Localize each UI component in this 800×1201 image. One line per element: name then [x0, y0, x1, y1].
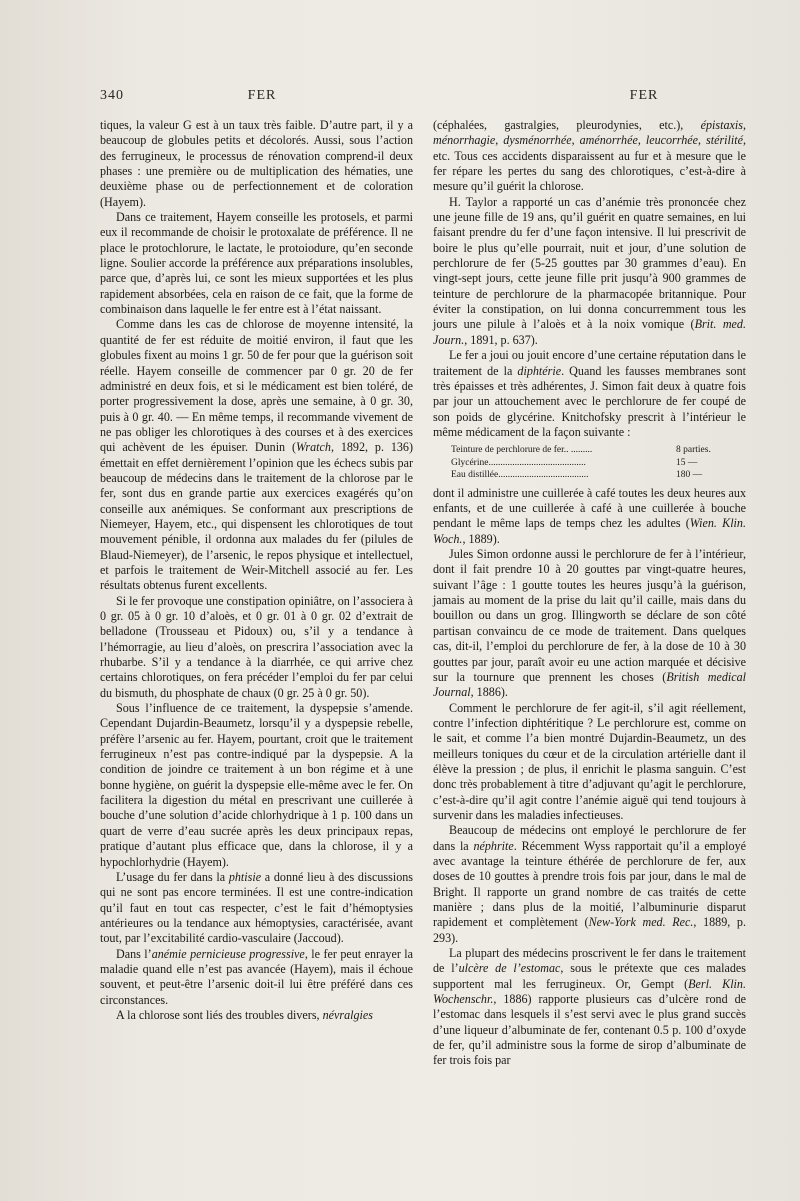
paragraph	[100, 118, 413, 210]
right-column-lower-text	[433, 486, 746, 1069]
text-run: . Quand les fausses membranes sont très épaisses et très adhérentes, J. Simon fait deux à quatre fois par jour un attouchement avec le perchlorure de fer coupé de son poids de glycérine. Knitchofsky prescrit à l’intérieur le même médicament de la façon suivante :	[433, 363, 746, 439]
text-run: Sous l’influence de ce traitement, la dyspepsie s’amende. Cependant Dujardin-Beaumetz, lorsqu’il y a dyspepsie rebelle, préfère l’arsenic au fer. Hayem, pourtant, croit que le traitement ferrugineux n’est pas contre-indiqué par la dyspepsie. A la condition de joindre ce traitement à un bon régime et à une bonne hygiène, on guérit la dyspepsie elle-même avec le fer. On facilitera la digestion du métal en prescrivant une cuillerée à bouche d’une solution d’acide chlorhydrique à 1 p. 100 dans un quart de verre d’eau sucrée après les deux principaux repas, pratique d’autant plus efficace que, dans la chlorose, il y a hypochlorhydrie (Hayem).	[100, 701, 413, 869]
text-run: , 1886) rapporte plusieurs cas d’ulcère rond de l’estomac dans lesquels il s’est servi avec le plus grand succès d’une liqueur d’albuminate de fer, contenant 0.5 p. 100 d’oxyde de fer, qu’il administre sous la forme de sirop d’albuminate de fer trois fois par	[433, 992, 746, 1068]
formula-ingredient: Teinture de perchlorure de fer.. .........	[451, 445, 593, 456]
text-run: H. Taylor a rapporté un cas d’anémie très prononcée chez une jeune fille de 19 ans, qu’il guérit en quatre semaines, en lui faisant prendre du fer d’une façon intensive. Il lui prescrivit de boire le plus qu’elle pourrait, nuit et jour, d’une solution de perchlorure de fer (5-25 gouttes par 30 grammes d’eau). En vingt-sept jours, cette jeune fille prit jusqu’à 900 grammes de teinture de perchlorure de la pharmacopée britannique. Pour éviter la constipation, on lui donna concurremment tous les jours une pilule à l’aloès et à la noix vomique (	[433, 194, 746, 332]
right-column-upper-text	[433, 118, 746, 440]
paragraph	[100, 701, 413, 870]
text-run: A la chlorose sont liés des troubles divers,	[116, 1007, 323, 1022]
italic-text: ulcère de l’estomac	[458, 961, 561, 976]
formula-row	[451, 457, 746, 470]
left-running-title: FER	[247, 88, 277, 103]
paragraph	[433, 823, 746, 946]
paragraph	[433, 701, 746, 824]
paragraph	[100, 870, 413, 947]
text-run: , 1892, p. 136) émettait en effet dernièrement l’opinion que les échecs subis par beaucoup de médecins dans le traitement de la chlorose par le fer, sont dus en grande partie aux exercices exagérés qu’on conseille aux anémiques. Se conformant aux prescriptions de Niemeyer, Hayem, etc., qui dispensent les chlorotiques de tout mouvement pénible, il ordonna aux malades du fer (pilules de Blaud-Niemeyer), de l’arsenic, le repos physique et intellectuel, et parfois le traitement de Weir-Mitchell associé au fer. Les résultats obtenus furent excellents.	[100, 440, 413, 593]
paragraph	[100, 947, 413, 1008]
text-run: Le fer a joui ou jouit encore d’une certaine réputation dans le traitement de la	[433, 348, 746, 378]
paragraph	[100, 594, 413, 701]
text-run: dont il administre une cuillerée à café toutes les deux heures aux enfants, et de une cuillerée à café à une cuillerée à bouche pendant le même laps de temps chez les adultes (	[433, 485, 746, 531]
italic-text: ménorrhagie	[433, 133, 496, 148]
italic-text: Brit. med. Journ.	[433, 317, 746, 347]
italic-text: phtisie	[228, 869, 262, 884]
italic-text: stérilité	[706, 133, 743, 148]
italic-text: leucorrhée	[645, 133, 699, 148]
text-run: Comment le perchlorure de fer agit-il, s’il agit réellement, contre l’infection diphtéritique ? Le perchlorure est, comme on le sait, et comme l’a bien montré Dujardin-Beaumetz, un des meilleurs toniques du cœur et de la circulation artérielle dant il élève la pression ; de plus, il enrichit le plasma sanguin. C’est donc très probablement à titre d’adjuvant qu’agit le perchlorure, c’est-à-dire qu’il agit contre l’anémie aiguë qui tend toujours à survenir dans les maladies infectieuses.	[433, 700, 746, 822]
formula-row	[451, 469, 746, 482]
right-column	[433, 118, 746, 1069]
text-run: La plupart des médecins proscrivent le fer dans le traitement de l’	[433, 946, 746, 976]
prescription-formula	[451, 444, 746, 482]
formula-row	[451, 444, 746, 457]
italic-text: dysménorrhée	[503, 133, 572, 148]
italic-text: New-York med. Rec.	[588, 915, 694, 930]
text-run: , 1891, p. 637).	[464, 332, 538, 347]
text-run: (céphalées, gastralgies, pleurodynies, etc.),	[433, 118, 701, 132]
paragraph	[433, 348, 746, 440]
text-run: , 1889).	[462, 531, 500, 546]
formula-amount: 180 —	[676, 470, 703, 481]
text-run: ,	[495, 133, 504, 148]
italic-text: Wratch	[296, 440, 331, 455]
text-run: L’usage du fer dans la	[116, 869, 229, 884]
text-run: Dans l’	[116, 946, 152, 961]
paragraph	[100, 317, 413, 593]
text-run: Beaucoup de médecins ont employé le perchlorure de fer dans la	[433, 823, 746, 853]
formula-ingredient: Eau distillée......................................	[451, 470, 589, 481]
italic-text: néphrite	[473, 838, 514, 853]
italic-text: névralgies	[322, 1007, 373, 1022]
formula-amount: 8 parties.	[676, 445, 711, 456]
italic-text: Berl. Klin. Wochenschr.	[433, 976, 746, 1007]
paragraph	[433, 486, 746, 547]
text-run: ,	[698, 133, 707, 148]
left-column	[100, 118, 413, 1069]
paragraph	[433, 547, 746, 700]
text-run: Jules Simon ordonne aussi le perchlorure de fer à l’intérieur, dont il fait prendre 10 à 20 gouttes par vingt-quatre heures, suivant l’âge : 1 goutte toutes les heures jusqu’à la guérison, jamais au moment de la prise du lait qu’il caille, mais dans du bouillon ou dans un grog. Illingworth se déclare de son côté partisan convaincu de ce mode de traitement. Dans quelques cas, dit-il, l’emploi du perchlorure de fer, à la dose de 10 à 30 gouttes par jour, paraît avoir eu une action marquée et décisive sur la tournure que prennent les choses (	[433, 547, 746, 684]
text-run: ,	[571, 133, 580, 148]
text-run: , sous le prétexte que ces malades supportent mal les ferrugineux. Or, Gempt (	[433, 961, 746, 991]
text-run: Si le fer provoque une constipation opiniâtre, on l’associera à 0 gr. 05 à 0 gr. 10 d’aloès, et 0 gr. 01 à 0 gr. 02 d’extrait de belladone (Trousseau et Pidoux) ou, s’il y a tendance à l’hémorragie, au lieu d’aloès, on prescrira l’association avec la rhubarbe. S’il y a tendance à la diarrhée, ce qui arrive chez certains chlorotiques, on fera précéder l’emploi du fer par celui du bismuth, du phosphate de chaux (0 gr. 25 à 0 gr. 50).	[100, 593, 413, 700]
text-run: ,	[637, 133, 646, 148]
paragraph	[433, 946, 746, 1069]
formula-amount: 15 —	[676, 457, 698, 468]
page-number: 340	[100, 88, 124, 103]
paragraph	[433, 195, 746, 348]
text-columns	[100, 118, 766, 1069]
paragraph	[100, 210, 413, 317]
italic-text: Wien. Klin. Woch.	[433, 516, 746, 546]
running-head	[100, 88, 766, 104]
text-run: , le fer peut enrayer la maladie quand elle n’est pas avancée (Hayem), mais il échoue souvent, et peut-être l’arsenic doit-il lui être préféré dans ces circonstances.	[100, 946, 414, 1007]
text-run: , 1886).	[470, 685, 508, 700]
formula-ingredient: Glycérine.........................................	[451, 457, 586, 468]
italic-text: aménorrhée	[579, 133, 638, 148]
text-run: . Récemment Wyss rapportait qu’il a employé avec avantage la teinture éthérée de perchlorure de fer, aux doses de 10 gouttes à prendre trois fois par jour, dans le mal de Bright. Il rapporte un grand nombre de cas traités de cette manière ; dans plus de la moitié, l’albuminurie disparut rapidement et complètement (	[433, 838, 746, 930]
text-run: Comme dans les cas de chlorose de moyenne intensité, la quantité de fer est réduite de moitié environ, il faut que les globules fixent au moins 1 gr. 50 de fer pour que la guérison soit réelle. Hayem conseille de commencer par 0 gr. 20 de fer administré en deux fois, et si le médicament est bien toléré, de porter progressivement la dose, après une semaine, à 0 gr. 30, puis à 0 gr. 40. — En même temps, il recommande vivement de ne pas obliger les chlorotiques à des courses et à des exercices qui achèvent de les épuiser. Dunin (	[100, 317, 413, 455]
text-run: tiques, la valeur G est à un taux très faible. D’autre part, il y a beaucoup de globules petits et décolorés. Aussi, sous l’action des ferrugineux, le processus de rénovation comprend-il deux phases : une première ou de multiplication des hématies, une deuxième phase ou de perfectionnement et de coloration (Hayem).	[100, 118, 413, 209]
italic-text: anémie pernicieuse progressive	[151, 946, 305, 961]
text-run: ,	[742, 118, 746, 132]
text-run: , etc. Tous ces accidents disparaissent au fur et à mesure que le fer répare les pertes du sang des chlorotiques, c’est-à-dire à mesure qu’il guérit la chlorose.	[433, 133, 747, 194]
right-running-title: FER	[629, 88, 659, 103]
italic-text: British medical Journal	[433, 669, 747, 700]
italic-text: épistaxis	[700, 118, 743, 132]
paragraph	[100, 1008, 413, 1023]
text-run: a donné lieu à des discussions qui ne sont pas encore terminées. Il est une contre-indication qu’il faut en tout cas respecter, c’est le fait d’hémoptysies antérieures ou la tendance aux hémoptysies, caractérisée, avant tout, par l’excitabilité cardio-vasculaire (Jaccoud).	[100, 869, 413, 946]
paragraph	[433, 118, 746, 195]
text-run: , 1889, p. 293).	[433, 915, 746, 945]
text-run: Dans ce traitement, Hayem conseille les protosels, et parmi eux il recommande de choisir le protoxalate de préférence. Il ne place le protochlorure, le lactate, le protoiodure, qu’en seconde ligne. Soulier accorde la préférence aux préparations insolubles, parce que, d’après lui, ce sont les mieux supportées et les plus rapidement absorbées, cela en raison de ce fait, que la forme de combinaison dans laquelle le fer entre est à l’état naissant.	[100, 210, 413, 317]
italic-text: diphtérie	[517, 363, 562, 378]
